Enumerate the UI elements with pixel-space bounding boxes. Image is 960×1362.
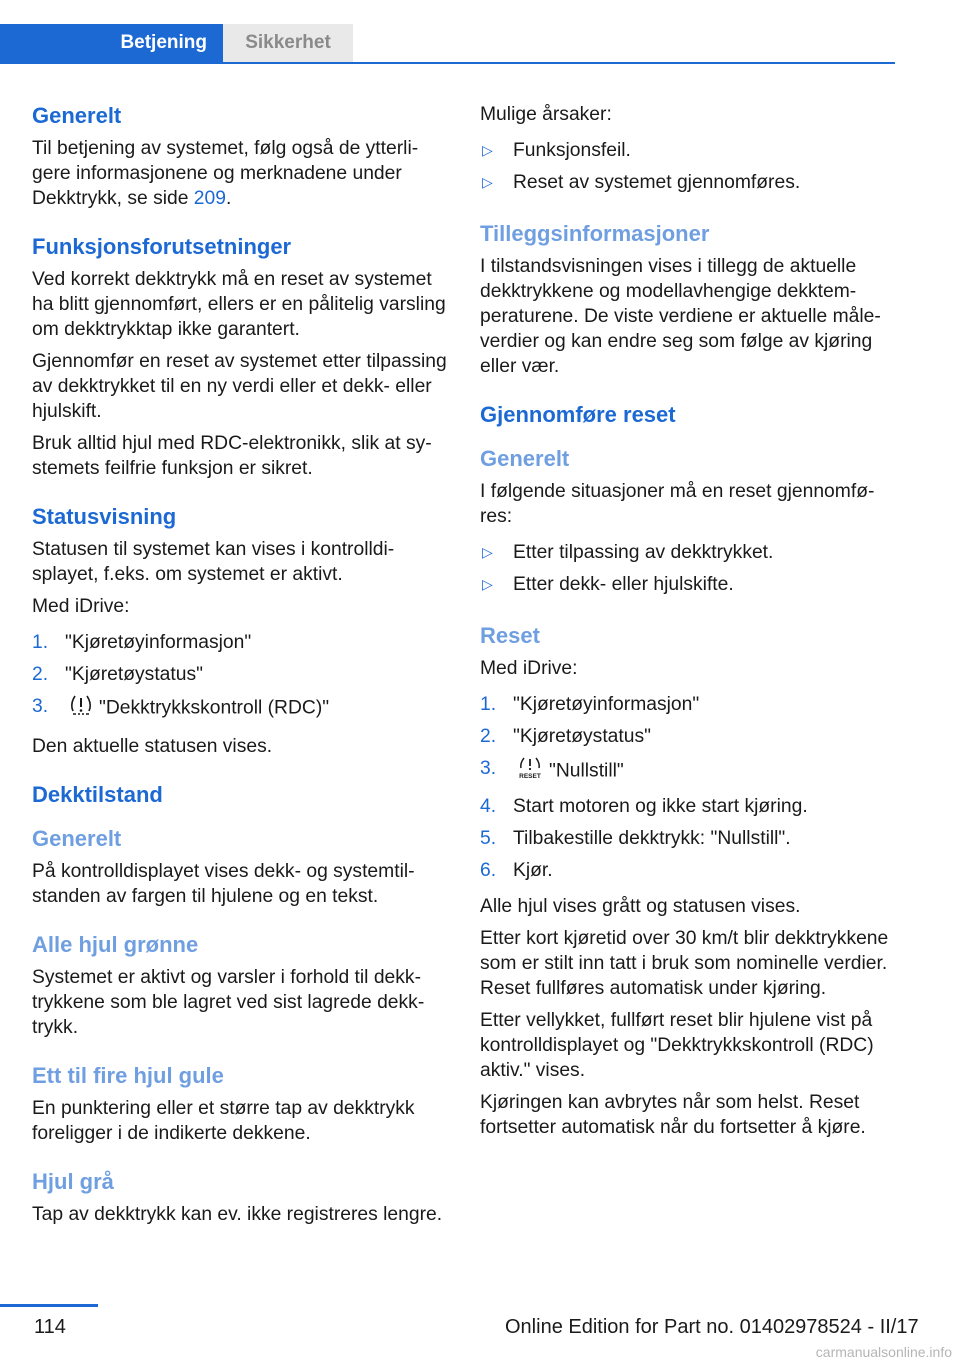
status-steps-list — [32, 626, 450, 726]
paragraph-reset-2: Etter kort kjøretid over 30 km/t blir dekktrykkene som er stilt inn tatt i bruk som nominelle verdier. Reset fullføres automatisk under kjøring. — [480, 928, 889, 999]
edition-footer: Online Edition for Part no. 01402978524 - II/17 — [505, 1316, 919, 1338]
bullet-triangle-icon: ▷ — [482, 173, 493, 190]
tire-reset-icon — [517, 756, 543, 787]
paragraph-funksjon-1: Ved korrekt dekktrykk må en reset av systemet ha blitt gjennomført, ellers er en pålitelig varsling om dekktrykktap ikke garantert. — [32, 269, 446, 340]
list-item: ▷ Etter dekk- eller hjulskifte. — [482, 573, 734, 595]
subheading-hjul-gra: Hjul grå — [32, 1169, 114, 1194]
paragraph-mulige: Mulige årsaker: — [480, 104, 612, 125]
subheading-hjul-gule: Ett til fire hjul gule — [32, 1063, 224, 1088]
paragraph-gronne: Systemet er aktivt og varsler i forhold til dekktrykkene som ble lagret ved sist lagrede dekktrykk. — [32, 967, 425, 1038]
list-item: 2. "Kjøretøystatus" — [480, 725, 651, 747]
situations-list — [480, 536, 895, 600]
subheading-alle-hjul-gronne: Alle hjul grønne — [32, 932, 199, 957]
paragraph-reset-3: Etter vellykket, fullført reset blir hjulene vist på kontrolldisplayet og "Dekktrykkskontroll (RDC) aktiv." vises. — [480, 1010, 874, 1081]
paragraph-status-3: Den aktuelle statusen vises. — [32, 736, 273, 757]
left-column — [32, 102, 450, 1234]
page-number-rule — [0, 1304, 98, 1307]
paragraph-tillegg: I tilstandsvisningen vises i tillegg de aktuelle dekktrykkene og modellavhengige dekktemperaturene. De viste verdiene er aktuelle måleverdier og kan endre seg som følge av kjøring eller vær. — [480, 256, 881, 377]
heading-gjennomfore-reset: Gjennomføre reset — [480, 402, 676, 427]
paragraph-reset-4: Kjøringen kan avbrytes når som helst. Reset fortsetter automatisk når du fortsetter å kjøre. — [480, 1092, 866, 1138]
list-item: 1. "Kjøretøyinformasjon" — [480, 693, 700, 715]
list-item: 6. Kjør. — [480, 859, 553, 881]
bullet-triangle-icon: ▷ — [482, 543, 493, 560]
reset-steps-list — [480, 688, 895, 886]
svg-text:RESET: RESET — [519, 772, 541, 780]
tire-pressure-icon — [69, 694, 93, 723]
list-item: 3. "Dekktrykkskontroll (RDC)" — [32, 690, 450, 726]
watermark: carmanualsonline.info — [815, 1344, 952, 1360]
paragraph-reset-generelt: I følgende situasjoner må en reset gjennomføres: — [480, 481, 875, 527]
paragraph-generelt: Til betjening av systemet, følg også de ytterligere informasjonene og merknadene under Dekktrykk, se side 209. — [32, 138, 419, 209]
subheading-reset-generelt: Generelt — [480, 446, 570, 471]
paragraph-dekk-generelt: På kontrolldisplayet vises dekk- og systemtilstanden av fargen til hjulene og en tekst. — [32, 861, 415, 907]
list-item: ▷ Reset av systemet gjennomføres. — [482, 171, 801, 193]
subheading-dekk-generelt: Generelt — [32, 826, 122, 851]
heading-statusvisning: Statusvisning — [32, 504, 177, 529]
list-item: 3. RESET "Nullstill" — [480, 752, 895, 790]
paragraph-gule: En punktering eller et større tap av dekktrykk foreligger i de indikerte dekkene. — [32, 1098, 415, 1144]
right-column — [480, 102, 895, 1147]
subheading-reset: Reset — [480, 623, 540, 648]
paragraph-funksjon-2: Gjennomfør en reset av systemet etter tilpassing av dekktrykket til en ny verdi eller et dekk- eller hjulskift. — [32, 351, 447, 422]
section-tab-bar — [0, 24, 895, 64]
paragraph-reset-1: Alle hjul vises grått og statusen vises. — [480, 896, 801, 917]
heading-generelt: Generelt — [32, 103, 122, 128]
tab-betjening[interactable]: Betjening — [0, 24, 223, 62]
list-item: 4. Start motoren og ikke start kjøring. — [480, 795, 808, 817]
causes-list — [480, 134, 895, 198]
subheading-tilleggsinformasjoner: Tilleggsinformasjoner — [480, 221, 710, 246]
page-number: 114 — [34, 1316, 66, 1338]
heading-dekktilstand: Dekktilstand — [32, 782, 163, 807]
paragraph-status-2: Med iDrive: — [32, 596, 130, 617]
paragraph-reset-idrive: Med iDrive: — [480, 658, 578, 679]
list-item: ▷ Etter tilpassing av dekktrykket. — [482, 541, 774, 563]
heading-funksjonsforutsetninger: Funksjonsforutsetninger — [32, 234, 292, 259]
paragraph-gra: Tap av dekktrykk kan ev. ikke registreres lengre. — [32, 1204, 443, 1225]
list-item: 5. Tilbakestille dekktrykk: "Nullstill". — [480, 827, 791, 849]
list-item: 1. "Kjøretøyinformasjon" — [32, 631, 252, 653]
bullet-triangle-icon: ▷ — [482, 575, 493, 592]
tab-sikkerhet[interactable]: Sikkerhet — [223, 24, 353, 62]
page-link[interactable]: 209 — [193, 188, 226, 209]
paragraph-status-1: Statusen til systemet kan vises i kontrolldisplayet, f.eks. om systemet er aktivt. — [32, 539, 395, 585]
list-item: ▷ Funksjonsfeil. — [482, 139, 631, 161]
paragraph-funksjon-3: Bruk alltid hjul med RDC-elektronikk, slik at systemets feilfrie funksjon er sikret. — [32, 433, 432, 479]
bullet-triangle-icon: ▷ — [482, 141, 493, 158]
list-item: 2. "Kjøretøystatus" — [32, 663, 203, 685]
